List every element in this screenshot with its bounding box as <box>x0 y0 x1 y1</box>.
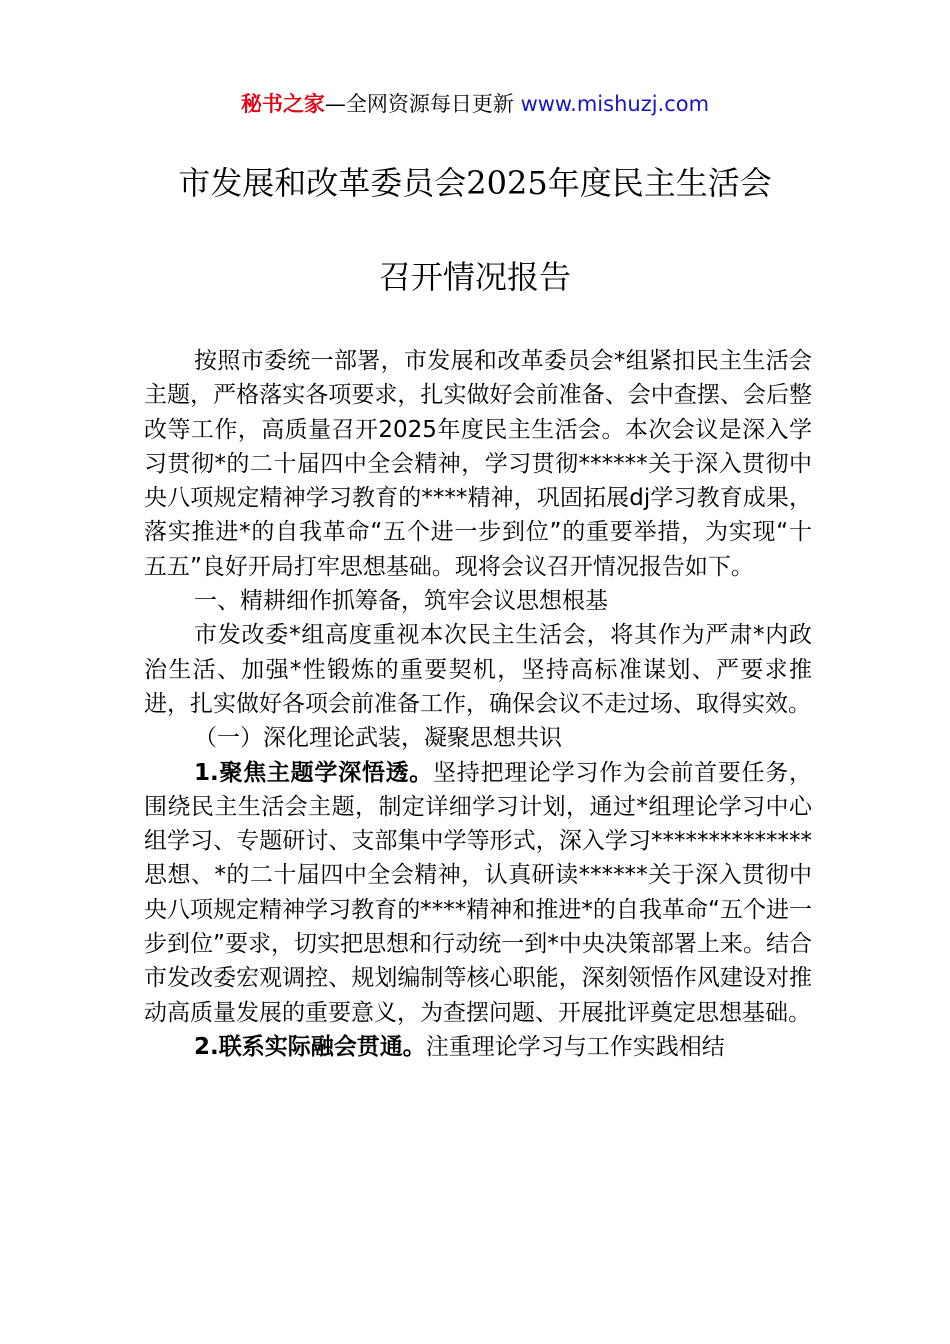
site-slogan: 全网资源每日更新 <box>345 92 514 116</box>
intro-paragraph <box>144 344 812 584</box>
subsection-heading-1 <box>144 721 812 755</box>
paragraph-text: 市发改委*组高度重视本次民主生活会，将其作为严肃*内政治生活、加强*性锻炼的重要契机，坚持高标准谋划、严要求推进，扎实做好各项会前准备工作，确保会议不走过场、取得实效。 <box>144 622 812 717</box>
paragraph-text: 注重理论学习与工作实践相结 <box>425 1033 725 1060</box>
paragraph-text: （一）深化理论武装，凝聚思想共识 <box>194 725 562 752</box>
site-brand: 秘书之家 <box>240 92 325 116</box>
item-2-paragraph <box>144 1030 812 1064</box>
document-title-line-2: 召开情况报告 <box>378 258 571 296</box>
section-1-paragraph <box>144 618 812 721</box>
paragraph-text: 一、精耕细作抓筹备，筑牢会议思想根基 <box>194 588 608 615</box>
section-heading-1 <box>144 584 812 618</box>
item-1-paragraph <box>144 756 812 1030</box>
site-header <box>0 88 950 120</box>
document-title-line-1: 市发展和改革委员会2025年度民主生活会 <box>178 164 772 202</box>
header-dash: — <box>324 92 346 116</box>
site-url-link[interactable]: www.mishuzj.com <box>520 92 710 116</box>
document-body <box>144 344 812 1064</box>
item-1-lead: 1.聚焦主题学深悟透。 <box>194 759 434 786</box>
paragraph-text: 按照市委统一部署，市发展和改革委员会*组紧扣民主生活会主题，严格落实各项要求，扎实做好会前准备、会中查摆、会后整改等工作，高质量召开2025年度民主生活会。本次会议是深入学习贯彻*的二十届四中全会精神，学习贯彻******关于深入贯彻中央八项规定精神学习教育的****精神，巩固拓展dj学习教育成果，落实推进*的自我革命“五个进一步到位”的重要举措，为实现“十五五”良好开局打牢思想基础。现将会议召开情况报告如下。 <box>144 348 812 580</box>
item-2-lead: 2.联系实际融会贯通。 <box>194 1033 426 1060</box>
paragraph-text: 坚持把理论学习作为会前首要任务，围绕民主生活会主题，制定详细学习计划，通过*组理论学习中心组学习、专题研讨、支部集中学等形式，深入学习**************思想、*的二十届四中全会精神，认真研读******关于深入贯彻中央八项规定精神学习教育的****精神和推进*的自我革命“五个进一步到位”要求，切实把思想和行动统一到*中央决策部署上来。结合市发改委宏观调控、规划编制等核心职能，深刻领悟作风建设对推动高质量发展的重要意义，为查摆问题、开展批评奠定思想基础。 <box>144 759 812 1026</box>
